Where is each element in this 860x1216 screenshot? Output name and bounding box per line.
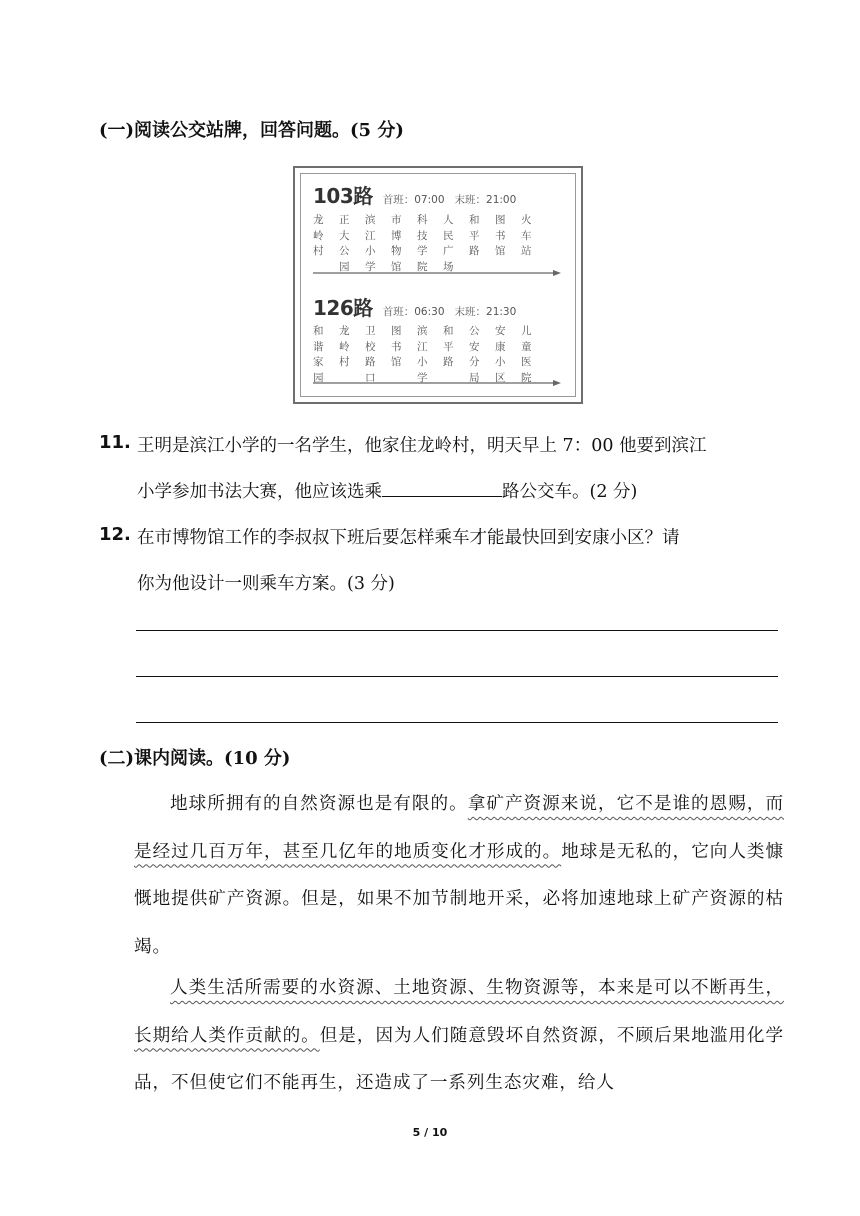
passage-paragraph-2 bbox=[134, 965, 784, 1108]
route-103-last-bus: 末班：21:00 bbox=[454, 194, 517, 206]
route-103-first-bus: 首班：07:00 bbox=[382, 194, 445, 206]
route-103-direction-arrow bbox=[313, 270, 561, 276]
route2-stop-1: 和 谐 家 园 bbox=[313, 325, 324, 384]
page-number: 5 / 10 bbox=[412, 1126, 448, 1139]
q12-line2: 你为他设计一则乘车方案。(3 分) bbox=[137, 574, 395, 594]
p1-intro: 地球所拥有的自然资源也是有限的。 bbox=[170, 794, 468, 814]
route2-stop-2: 龙 岭 村 bbox=[339, 325, 350, 368]
route2-stop-5: 滨 江 小 学 bbox=[417, 325, 428, 384]
route-103-header bbox=[313, 180, 516, 209]
route2-stop-8: 安 康 小 区 bbox=[495, 325, 506, 384]
q12-answer-line-1[interactable] bbox=[136, 630, 778, 631]
route2-stop-7: 公 安 分 局 bbox=[469, 325, 480, 384]
q11-line2-after: 路公交车。(2 分) bbox=[502, 482, 638, 502]
route2-stop-3: 卫 校 路 口 bbox=[365, 325, 376, 384]
route1-stop-1: 龙 岭 村 bbox=[313, 214, 324, 257]
p1-rest: 地球是无私的，它向人类慷慨地提供矿产资源。但是，如果不加节制地开采，必将加速地球上矿产资源的枯竭。 bbox=[134, 841, 784, 957]
q11-line2 bbox=[137, 478, 637, 503]
route-103-stops bbox=[313, 213, 547, 275]
p2-rest: 但是，因为人们随意毁坏自然资源，不顾后果地滥用化学品，不但使它们不能再生，还造成了一系列生态灾难，给人 bbox=[134, 1025, 784, 1093]
route-126-header bbox=[313, 292, 516, 321]
p2-underlined-sentence: 人类生活所需要的水资源、土地资源、生物资源等，本来是可以不断再生，长期给人类作贡献的。 bbox=[134, 978, 784, 1046]
route1-stop-5: 科 技 学 院 bbox=[417, 214, 428, 273]
q11-number: 11. bbox=[99, 432, 131, 453]
route2-stop-9: 儿 童 医 院 bbox=[521, 325, 532, 384]
route-126-last-bus: 末班：21:30 bbox=[454, 306, 517, 318]
passage-paragraph-1 bbox=[134, 781, 784, 971]
p1-underlined-sentence: 拿矿产资源来说，它不是谁的恩赐，而是经过几百万年，甚至几亿年的地质变化才形成的。 bbox=[134, 794, 784, 862]
section2-heading: (二)课内阅读。(10 分) bbox=[99, 748, 291, 769]
q11-answer-blank[interactable] bbox=[382, 478, 502, 497]
section1-heading: (一)阅读公交站牌，回答问题。(5 分) bbox=[99, 120, 404, 141]
route-126-first-bus: 首班：06:30 bbox=[382, 306, 445, 318]
route-126-number: 126路 bbox=[313, 296, 373, 320]
route2-stop-4: 图 书 馆 bbox=[391, 325, 402, 368]
q12-number: 12. bbox=[99, 524, 131, 545]
q12-answer-line-2[interactable] bbox=[136, 676, 778, 677]
route-103-number: 103路 bbox=[313, 184, 373, 208]
route1-stop-3: 滨 江 小 学 bbox=[365, 214, 376, 273]
route1-stop-4: 市 博 物 馆 bbox=[391, 214, 402, 273]
route2-stop-6: 和 平 路 bbox=[443, 325, 454, 368]
route1-stop-2: 正 大 公 园 bbox=[339, 214, 350, 273]
q11-line1: 王明是滨江小学的一名学生，他家住龙岭村，明天早上 7：00 他要到滨江 bbox=[137, 436, 707, 456]
route1-stop-7: 和 平 路 bbox=[469, 214, 480, 257]
route1-stop-8: 图 书 馆 bbox=[495, 214, 506, 257]
route1-stop-6: 人 民 广 场 bbox=[443, 214, 454, 273]
q12-line1: 在市博物馆工作的李叔叔下班后要怎样乘车才能最快回到安康小区？请 bbox=[137, 528, 680, 548]
route-126-direction-arrow bbox=[313, 380, 561, 386]
route-126-stops bbox=[313, 324, 547, 386]
route1-stop-9: 火 车 站 bbox=[521, 214, 532, 257]
bus-stop-sign bbox=[293, 166, 583, 404]
q11-line2-before: 小学参加书法大赛，他应该选乘 bbox=[137, 482, 382, 502]
q12-answer-line-3[interactable] bbox=[136, 722, 778, 723]
